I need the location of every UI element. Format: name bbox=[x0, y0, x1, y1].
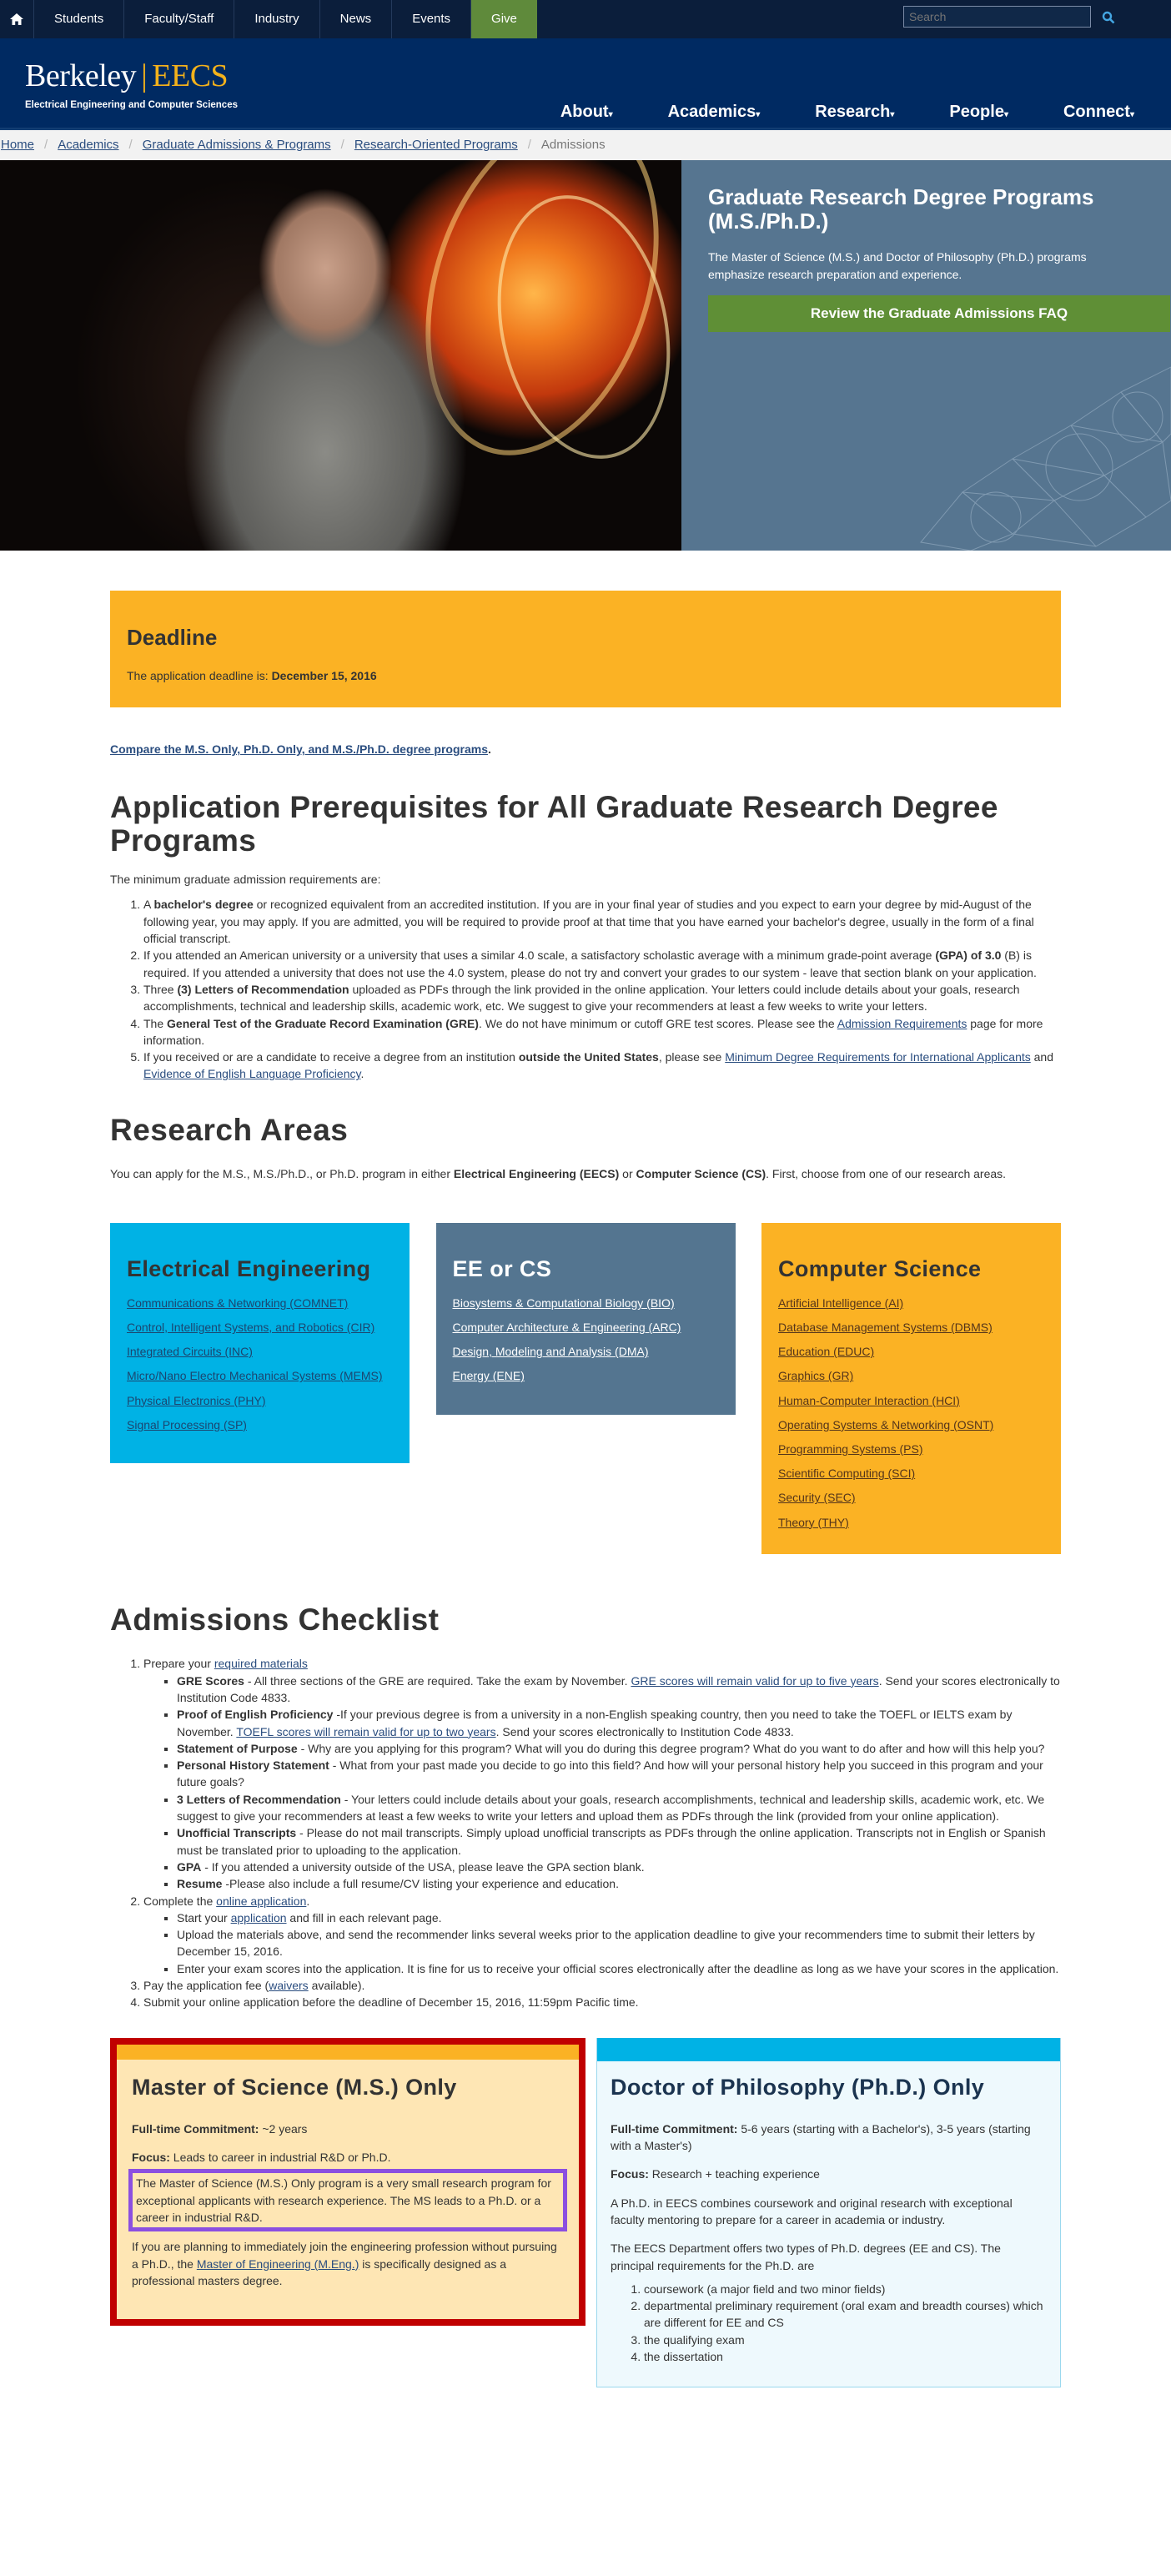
required-materials-link[interactable]: required materials bbox=[214, 1657, 308, 1671]
list-item: 5. If you received or are a candidate to receive a degree from an institution outside the United States, please see Minimum Degree Requirements for International Applicants and Evidence of English Language Proficiency. bbox=[143, 1049, 1061, 1083]
nav-research[interactable]: Research▾ bbox=[815, 103, 895, 121]
hero-panel bbox=[681, 160, 1171, 551]
phd-requirements-intro: The EECS Department offers two types of Ph.D. degrees (EE and CS). The principal requirements for the Ph.D. are bbox=[611, 2241, 1001, 2272]
area-title: Computer Science bbox=[778, 1255, 982, 1281]
list-item: 2. If you attended an American university or a university that uses a similar 4.0 scale, a satisfactory scholastic average with a minimum grade-point average (GPA) of 3.0 (B) is required. If you attended a university that does not use the 4.0 system, please do not try and convert your grades to our system - leave that section blank on your application. bbox=[143, 947, 1061, 981]
area-link-bio[interactable]: Biosystems & Computational Biology (BIO) bbox=[452, 1296, 675, 1310]
breadcrumb-home[interactable]: Home bbox=[1, 138, 35, 153]
area-link-educ[interactable]: Education (EDUC) bbox=[778, 1345, 875, 1359]
ms-only-box bbox=[110, 2038, 586, 2327]
nav-academics[interactable]: Academics▾ bbox=[667, 103, 761, 121]
area-link-osnt[interactable]: Operating Systems & Networking (OSNT) bbox=[778, 1417, 994, 1431]
list-item: 2. departmental preliminary requirement (oral exam and breadth courses) which are different for EE and CS bbox=[644, 2297, 1047, 2332]
online-application-link[interactable]: online application bbox=[216, 1894, 307, 1908]
research-areas bbox=[110, 1223, 1061, 1554]
prereq-title: Application Prerequisites for All Graduate Research Degree Programs bbox=[110, 790, 998, 858]
ms-description: The Master of Science (M.S.) Only program is a very small research program for exceptional applicants with research experience. The MS leads to a Ph.D. or a career in industrial R&D. bbox=[128, 2169, 567, 2231]
area-link-inc[interactable]: Integrated Circuits (INC) bbox=[127, 1345, 253, 1359]
research-intro: You can apply for the M.S., M.S./Ph.D., or Ph.D. program in either Electrical Engineering (EECS) or Computer Science (CS). First, choose from one of our research areas. bbox=[110, 1167, 1007, 1181]
area-link-ene[interactable]: Energy (ENE) bbox=[452, 1369, 525, 1383]
area-title: EE or CS bbox=[452, 1255, 552, 1281]
area-title: Electrical Engineering bbox=[127, 1255, 371, 1281]
area-link-phy[interactable]: Physical Electronics (PHY) bbox=[127, 1393, 266, 1407]
area-link-sci[interactable]: Scientific Computing (SCI) bbox=[778, 1467, 916, 1481]
deadline-date: December 15, 2016 bbox=[271, 668, 377, 682]
eecs-logo[interactable]: Berkeley | EECS Electrical Engineering and Computer Sciences bbox=[25, 60, 238, 113]
logo-eecs: EECS bbox=[152, 58, 229, 93]
breadcrumb-research-programs[interactable]: Research-Oriented Programs bbox=[354, 138, 518, 153]
caret-down-icon: ▾ bbox=[1003, 110, 1008, 119]
list-item: ▪ Start your application and fill in each relevant page. bbox=[177, 1909, 1061, 1926]
area-link-ai[interactable]: Artificial Intelligence (AI) bbox=[778, 1296, 904, 1310]
area-ee-or-cs bbox=[436, 1223, 736, 1415]
nav-about[interactable]: About▾ bbox=[560, 103, 613, 121]
area-link-sec[interactable]: Security (SEC) bbox=[778, 1491, 856, 1505]
deadline-text: The application deadline is: December 15, 2016 bbox=[127, 668, 377, 682]
compare-programs-link[interactable]: Compare the M.S. Only, Ph.D. Only, and M.S./Ph.D. degree programs bbox=[110, 742, 489, 756]
hero bbox=[0, 160, 1171, 551]
list-item: 3. Three (3) Letters of Recommendation uploaded as PDFs through the link provided in the online application. Your letters could include details about your goals, research accomplishments, technical and leadership skills, academic work, etc. We suggest to give your recommenders at least a few weeks to write your letters. bbox=[143, 981, 1061, 1015]
checklist-title: Admissions Checklist bbox=[110, 1602, 440, 1637]
caret-down-icon: ▾ bbox=[890, 110, 895, 119]
caret-down-icon: ▾ bbox=[1129, 110, 1134, 119]
breadcrumb-academics[interactable]: Academics bbox=[58, 138, 119, 153]
phd-requirements bbox=[644, 2281, 1047, 2365]
hero-description: The Master of Science (M.S.) and Doctor of Philosophy (Ph.D.) programs emphasize research preparation and experience. bbox=[708, 250, 1087, 282]
ms-meng-note: If you are planning to immediately join the engineering profession without pursuing a Ph.D., the Master of Engineering (M.Eng.) is specifically designed as a professional masters degree. bbox=[132, 2240, 557, 2287]
list-item: 1. coursework (a major field and two minor fields) bbox=[644, 2281, 1047, 2297]
area-link-arc[interactable]: Computer Architecture & Engineering (ARC) bbox=[452, 1321, 681, 1335]
list-item: 2. Complete the online application. ▪ Start your application and fill in each relevant page. ▪ Upload the materials above, and send the recommender links several weeks prior to the application deadline to give your recommenders time to submit their letters by December 15, 2016. ▪ Enter your exam scores into the application. It is fine for us to receive your official scores electronically after the deadline as long as we have your scores in the application. bbox=[143, 1893, 1061, 1977]
list-item: ▪ Proof of English Proficiency -If your previous degree is from a university in a non-English speaking country, then you need to take the TOEFL or IELTS exam by November. TOEFL scores will remain valid for up to two years. Send your scores electronically to Institution Code 4833. bbox=[177, 1706, 1061, 1740]
ms-title: Master of Science (M.S.) Only bbox=[132, 2074, 457, 2100]
deadline-box bbox=[110, 591, 1061, 707]
topbar-industry[interactable]: Industry bbox=[234, 0, 319, 38]
topbar-faculty-staff[interactable]: Faculty/Staff bbox=[123, 0, 234, 38]
hero-photo bbox=[0, 160, 681, 551]
ms-focus: Focus: Leads to career in industrial R&D or Ph.D. bbox=[132, 2151, 391, 2165]
list-item: 1. Prepare your required materials ▪ GRE Scores - All three sections of the GRE are required. Take the exam by November. GRE scores will remain valid for up to five years. Send your scores electronically to Institution Code 4833. ▪ Proof of English Proficiency -If your previous degree is from a university in a non-English speaking country, then you need to take the TOEFL or IELTS exam by November. TOEFL scores will remain valid for up to two years. Send your scores electronically to Institution Code 4833. ▪ Statement of Purpose - Why are you applying for this program? What will you do during this degree program? What do you want to do after and how will this help you? ▪ Personal History Statement - What from your past made you decide to go into this field? And how will your personal history help you succeed in this program and your future goals? ▪ 3 Letters of Recommendation - Your letters could include details about your goals, research accomplishments, technical and leadership skills, academic work, etc. We suggest to give your recommenders at least a few weeks to write your letters and upload them as PDFs through the link (provided from your online application). ▪ Unofficial Transcripts - Please do not mail transcripts. Simply upload unofficial transcripts as PDFs through the online application. Transcripts not in English or Spanish must be translated prior to uploading to the application. ▪ GPA - If you attended a university outside of the USA, please leave the GPA section blank. ▪ Resume -Please also include a full resume/CV listing your experience and education. bbox=[143, 1655, 1061, 1892]
topbar-students[interactable]: Students bbox=[33, 0, 123, 38]
logo-subtitle: Electrical Engineering and Computer Sciences bbox=[25, 100, 238, 110]
english-proficiency-link[interactable]: Evidence of English Language Proficiency bbox=[143, 1067, 361, 1081]
list-item: 1. A bachelor's degree or recognized equivalent from an accredited institution. If you are in your final year of studies and you expect to earn your degree by mid-August of the following year, you may apply. If you are admitted, you will be required to provide proof at that time that you have earned your bachelor's degree, usually in the form of a final official transcript. bbox=[143, 896, 1061, 947]
phd-commitment: Full-time Commitment: 5-6 years (starting with a Bachelor's), 3-5 years (starting with a Master's) bbox=[611, 2121, 1031, 2153]
area-link-dma[interactable]: Design, Modeling and Analysis (DMA) bbox=[452, 1345, 649, 1359]
phd-focus: Focus: Research + teaching experience bbox=[611, 2167, 820, 2181]
breadcrumb: Home / Academics / Graduate Admissions & Programs / Research-Oriented Programs / Admissions bbox=[0, 130, 1171, 160]
area-electrical-engineering bbox=[110, 1223, 410, 1463]
degree-comparison bbox=[110, 2038, 1061, 2388]
masthead bbox=[0, 38, 1171, 130]
search-input[interactable] bbox=[903, 6, 1091, 28]
nav-people[interactable]: People▾ bbox=[949, 103, 1008, 121]
toefl-validity-link[interactable]: TOEFL scores will remain valid for up to two years bbox=[236, 1724, 496, 1738]
area-link-dbms[interactable]: Database Management Systems (DBMS) bbox=[778, 1321, 993, 1335]
list-item: 4. the dissertation bbox=[644, 2348, 1047, 2365]
area-link-ps[interactable]: Programming Systems (PS) bbox=[778, 1441, 923, 1456]
international-requirements-link[interactable]: Minimum Degree Requirements for International Applicants bbox=[725, 1050, 1031, 1064]
give-button[interactable]: Give bbox=[470, 0, 537, 38]
search-icon[interactable] bbox=[1099, 8, 1118, 27]
home-icon[interactable] bbox=[0, 0, 33, 38]
area-link-hci[interactable]: Human-Computer Interaction (HCI) bbox=[778, 1393, 960, 1407]
list-item: 3. the qualifying exam bbox=[644, 2332, 1047, 2348]
phd-title: Doctor of Philosophy (Ph.D.) Only bbox=[611, 2074, 985, 2100]
meng-link[interactable]: Master of Engineering (M.Eng.) bbox=[196, 2257, 359, 2271]
application-link[interactable]: application bbox=[230, 1910, 287, 1924]
ms-commitment: Full-time Commitment: ~2 years bbox=[132, 2121, 308, 2136]
prereq-list bbox=[143, 896, 1061, 1082]
area-link-thy[interactable]: Theory (THY) bbox=[778, 1515, 849, 1529]
phd-only-box bbox=[596, 2038, 1061, 2388]
main-content bbox=[110, 551, 1061, 2387]
list-item: ▪ 3 Letters of Recommendation - Your letters could include details about your goals, research accomplishments, technical and leadership skills, academic work, etc. We suggest to give your recommenders at least a few weeks to write your letters and upload them as PDFs through the link (provided from your online application). bbox=[177, 1791, 1061, 1825]
area-link-sp[interactable]: Signal Processing (SP) bbox=[127, 1417, 247, 1431]
prereq-intro: The minimum graduate admission requirements are: bbox=[110, 873, 381, 887]
breadcrumb-current: Admissions bbox=[540, 138, 606, 153]
faq-button[interactable]: Review the Graduate Admissions FAQ bbox=[708, 295, 1170, 332]
breadcrumb-graduate-admissions[interactable]: Graduate Admissions & Programs bbox=[142, 138, 331, 153]
area-link-mems[interactable]: Micro/Nano Electro Mechanical Systems (MEMS) bbox=[127, 1369, 383, 1383]
list-item: ▪ Upload the materials above, and send the recommender links several weeks prior to the application deadline to give your recommenders time to submit their letters by December 15, 2016. bbox=[177, 1926, 1061, 1960]
main-nav bbox=[560, 100, 1134, 124]
research-areas-title: Research Areas bbox=[110, 1112, 349, 1147]
utility-bar bbox=[0, 0, 1171, 38]
waivers-link[interactable]: waivers bbox=[269, 1978, 309, 1992]
list-item: 3. Pay the application fee (waivers available). bbox=[143, 1977, 1061, 1994]
admission-requirements-link[interactable]: Admission Requirements bbox=[837, 1016, 967, 1030]
list-item: ▪ GPA - If you attended a university outside of the USA, please leave the GPA section blank. bbox=[177, 1859, 1061, 1875]
list-item: 4. The General Test of the Graduate Record Examination (GRE). We do not have minimum or cutoff GRE test scores. Please see the Admission Requirements page for more information. bbox=[143, 1015, 1061, 1049]
topbar-events[interactable]: Events bbox=[391, 0, 470, 38]
caret-down-icon: ▾ bbox=[608, 110, 613, 119]
list-item: ▪ Statement of Purpose - Why are you applying for this program? What will you do during this degree program? What do you want to do after and how will this help you? bbox=[177, 1740, 1061, 1757]
area-link-gr[interactable]: Graphics (GR) bbox=[778, 1369, 854, 1383]
area-link-cir[interactable]: Control, Intelligent Systems, and Robotics (CIR) bbox=[127, 1321, 375, 1335]
geometric-pattern bbox=[871, 359, 1171, 551]
list-item: ▪ Enter your exam scores into the application. It is fine for us to receive your official scores electronically after the deadline as long as we have your scores in the application. bbox=[177, 1960, 1061, 1977]
deadline-title: Deadline bbox=[127, 625, 218, 650]
list-item: ▪ Resume -Please also include a full resume/CV listing your experience and education. bbox=[177, 1875, 1061, 1892]
topbar-news[interactable]: News bbox=[319, 0, 392, 38]
phd-description: A Ph.D. in EECS combines coursework and original research with exceptional faculty mentoring to prepare for a career in academia or industry. bbox=[611, 2196, 1013, 2226]
gre-validity-link[interactable]: GRE scores will remain valid for up to five years bbox=[631, 1673, 879, 1688]
compare-programs: Compare the M.S. Only, Ph.D. Only, and M.S./Ph.D. degree programs. bbox=[110, 742, 491, 756]
list-item: 4. Submit your online application before the deadline of December 15, 2016, 11:59pm Pacific time. bbox=[143, 1994, 1061, 2010]
caret-down-icon: ▾ bbox=[756, 110, 761, 119]
admissions-checklist bbox=[143, 1655, 1061, 2010]
logo-berkeley: Berkeley bbox=[25, 58, 137, 93]
list-item: ▪ Personal History Statement - What from your past made you decide to go into this field? And how will your personal history help you succeed in this program and your future goals? bbox=[177, 1757, 1061, 1791]
area-link-comnet[interactable]: Communications & Networking (COMNET) bbox=[127, 1296, 349, 1310]
area-computer-science bbox=[761, 1223, 1061, 1554]
list-item: ▪ GRE Scores - All three sections of the GRE are required. Take the exam by November. GRE scores will remain valid for up to five years. Send your scores electronically to Institution Code 4833. bbox=[177, 1673, 1061, 1707]
nav-connect[interactable]: Connect▾ bbox=[1063, 103, 1134, 121]
hero-title: Graduate Research Degree Programs (M.S./Ph.D.) bbox=[708, 184, 1094, 234]
list-item: ▪ Unofficial Transcripts - Please do not mail transcripts. Simply upload unofficial transcripts as PDFs through the online application. Transcripts not in English or Spanish must be translated prior to uploading to the application. bbox=[177, 1824, 1061, 1859]
